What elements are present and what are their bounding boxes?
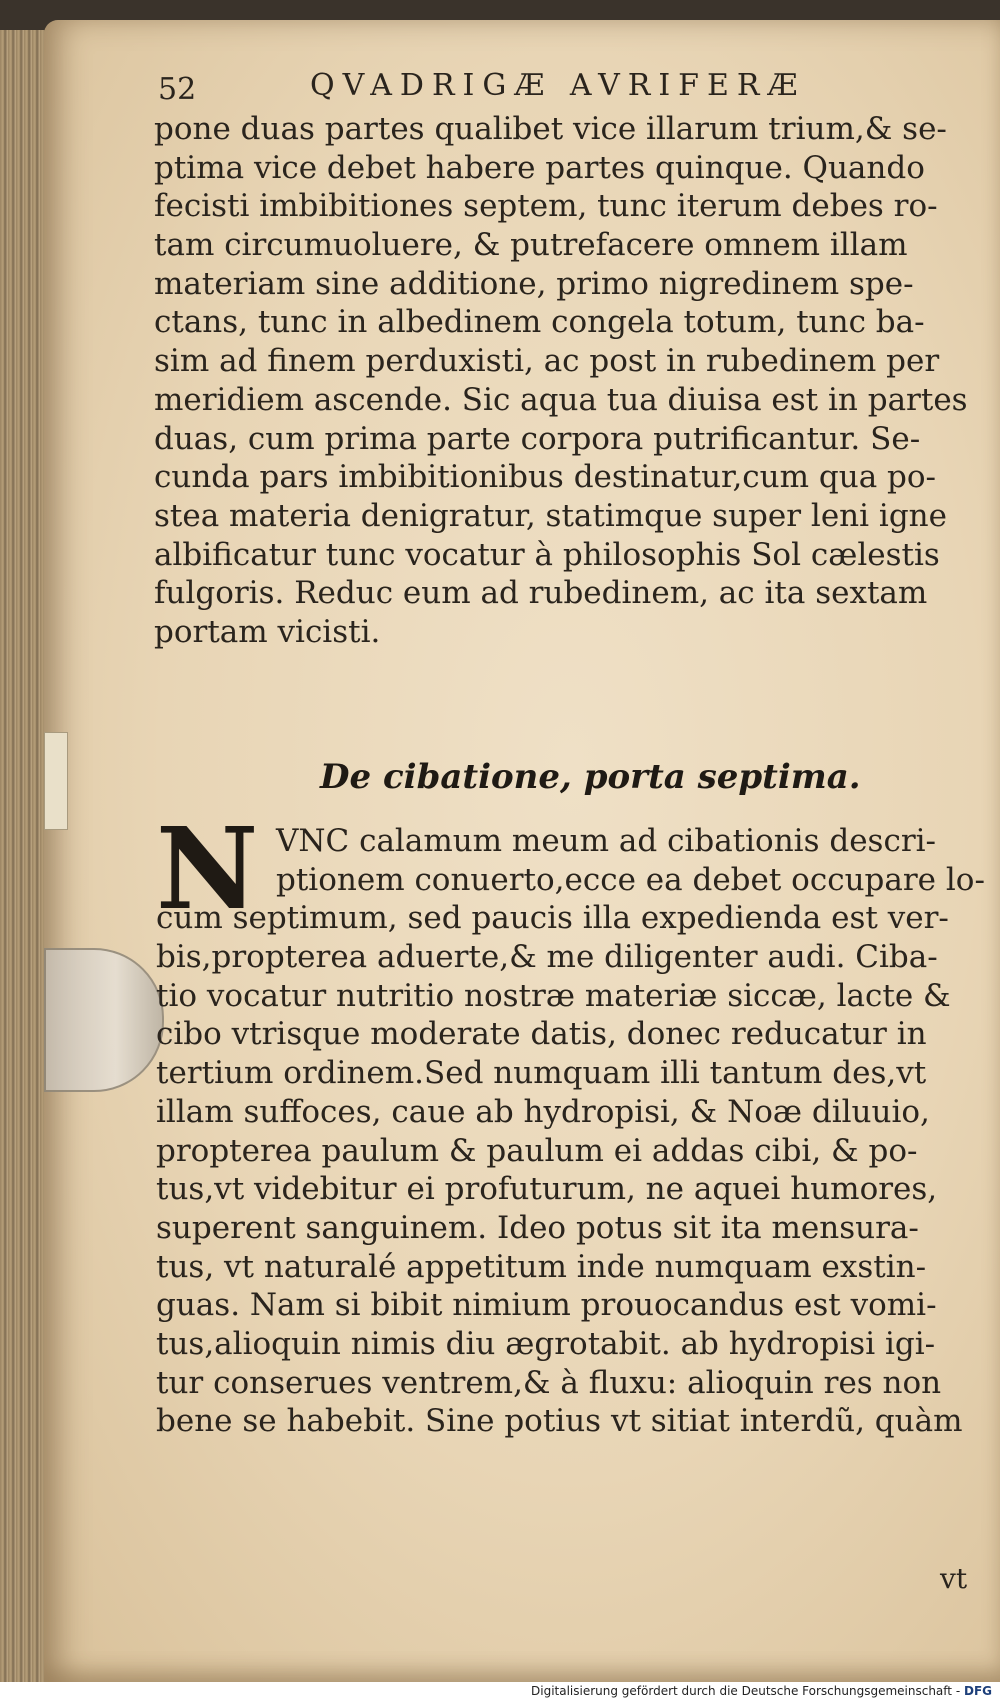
running-title: QVADRIGÆ AVRIFERÆ: [310, 68, 806, 103]
text-line: duas, cum prima parte corpora putrificantur. Se-: [154, 420, 921, 457]
text-line: portam vicisti.: [154, 613, 381, 650]
text-line: ptima vice debet habere partes quinque. Quando: [154, 149, 925, 186]
text-line: illam suffoces, caue ab hydropisi, & Noæ diluuio,: [156, 1093, 930, 1130]
text-line: fulgoris. Reduc eum ad rubedinem, ac ita sextam: [154, 575, 928, 612]
text-line: tam circumuoluere, & putrefacere omnem illam: [154, 227, 908, 264]
text-line: guas. Nam si bibit nimium prouocandus est vomi-: [156, 1287, 937, 1324]
text-line: superent sanguinem. Ideo potus sit ita mensura-: [156, 1209, 919, 1246]
credit-text: Digitalisierung gefördert durch die Deutsche Forschungsgemeinschaft -: [531, 1684, 961, 1698]
text-line: cibo vtrisque moderate datis, donec reducatur in: [156, 1016, 927, 1053]
text-line: stea materia denigratur, statimque super leni igne: [154, 497, 947, 534]
text-line: albificatur tunc vocatur à philosophis Sol cælestis: [154, 536, 940, 573]
text-line: bis,propterea aduerte,& me diligenter audi. Ciba-: [156, 939, 938, 976]
paper-tab: [44, 732, 68, 830]
text-line: materiam sine additione, primo nigredinem spe-: [154, 265, 914, 302]
text-line: ptionem conuerto,ecce ea debet occupare lo-: [276, 861, 985, 898]
catchword: vt: [940, 1562, 968, 1595]
text-line: tus, vt naturalé appetitum inde numquam exstin-: [156, 1248, 927, 1285]
text-line: ctans, tunc in albedinem congela totum, tunc ba-: [154, 304, 925, 341]
text-line: fecisti imbibitiones septem, tunc iterum debes ro-: [154, 188, 938, 225]
drop-cap: N: [156, 804, 259, 935]
text-line: VNC calamum meum ad cibationis descri-: [276, 823, 937, 859]
text-line: meridiem ascende. Sic aqua tua diuisa est in partes: [154, 381, 968, 418]
section-heading: De cibatione, porta septima.: [320, 757, 861, 797]
page-clip: [44, 948, 164, 1092]
text-line: pone duas partes qualibet vice illarum trium,& se-: [154, 111, 947, 147]
text-line: tur conserues ventrem,& à fluxu: alioquin res non: [156, 1364, 942, 1401]
page-number: 52: [158, 72, 197, 107]
section-text-block: [156, 804, 985, 1441]
dfg-logo: DFG: [963, 1684, 992, 1698]
text-line: tertium ordinem.Sed numquam illi tantum des,vt: [156, 1055, 927, 1092]
text-line: sim ad finem perduxisti, ac post in rubedinem per: [154, 343, 940, 380]
text-line: cunda pars imbibitionibus destinatur,cum qua po-: [154, 459, 937, 496]
text-line: tus,vt videbitur ei profuturum, ne aquei humores,: [156, 1171, 938, 1208]
text-line: propterea paulum & paulum ei addas cibi, & po-: [156, 1132, 918, 1169]
body-text-block: [154, 110, 968, 652]
text-line: tus,alioquin nimis diu ægrotabit. ab hydropisi igi-: [156, 1325, 936, 1362]
text-line: tio vocatur nutritio nostræ materiæ siccæ, lacte &: [156, 977, 951, 1014]
text-line: cum septimum, sed paucis illa expedienda est ver-: [156, 900, 949, 937]
digitization-credit: [531, 1684, 992, 1698]
text-line: bene se habebit. Sine potius vt sitiat interdũ, quàm: [156, 1403, 963, 1440]
